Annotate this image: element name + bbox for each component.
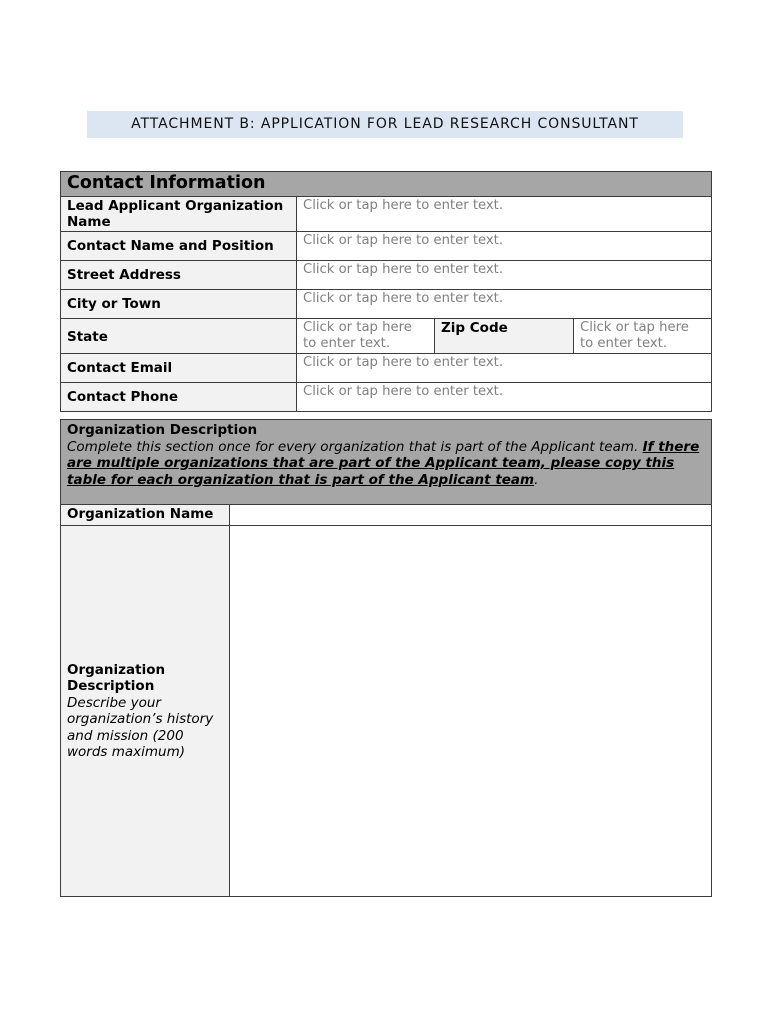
document-title: ATTACHMENT B: APPLICATION FOR LEAD RESEARCH CONSULTANT [87,111,683,138]
lead-org-input[interactable]: Click or tap here to enter text. [297,197,712,232]
state-input[interactable]: Click or tap here to enter text. [297,319,435,354]
contact-phone-input[interactable]: Click or tap here to enter text. [297,383,712,412]
org-description-hint: Describe your organization’s history and mission (200 words maximum) [67,694,214,760]
org-description-label: Organization Description [67,661,166,694]
street-address-label: Street Address [61,261,297,290]
contact-phone-label: Contact Phone [61,383,297,412]
org-section-instructions: Complete this section once for every organization that is part of the Applicant team. [67,438,639,455]
org-name-input[interactable] [230,505,712,526]
contact-information-table [60,171,712,412]
organization-description-table [60,419,712,897]
org-name-label: Organization Name [61,505,230,526]
zip-code-label: Zip Code [435,319,574,354]
org-description-input[interactable] [230,526,712,897]
org-section-instructions-end: . [534,471,539,488]
city-input[interactable]: Click or tap here to enter text. [297,290,712,319]
lead-org-label: Lead Applicant Organization Name [61,197,297,232]
contact-email-input[interactable]: Click or tap here to enter text. [297,354,712,383]
contact-name-input[interactable]: Click or tap here to enter text. [297,232,712,261]
state-label: State [61,319,297,354]
street-address-input[interactable]: Click or tap here to enter text. [297,261,712,290]
org-section-header-cell [61,420,712,505]
org-section-instructions-emphasis: If there are multiple organizations that are part of the Applicant team, please copy this table for each organization that is part of the Applicant team [67,438,700,488]
city-label: City or Town [61,290,297,319]
zip-code-input[interactable]: Click or tap here to enter text. [574,319,712,354]
contact-section-header: Contact Information [61,172,712,197]
org-description-label-cell [61,526,230,897]
contact-name-label: Contact Name and Position [61,232,297,261]
contact-email-label: Contact Email [61,354,297,383]
org-section-header: Organization Description [67,422,258,438]
